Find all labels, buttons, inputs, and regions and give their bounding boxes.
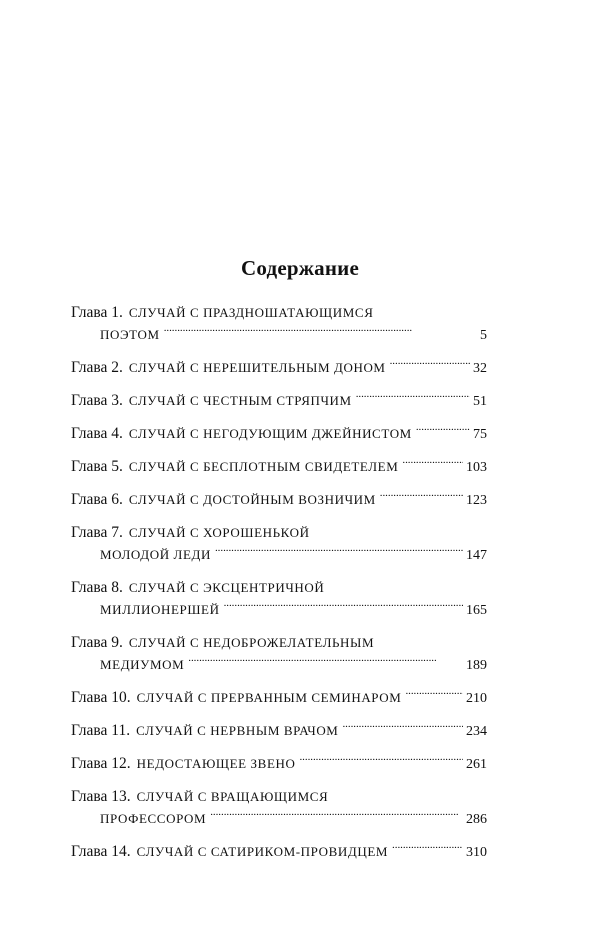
toc-entry-7[interactable]	[71, 522, 487, 567]
chapter-title: СЛУЧАЙ С ЭКСЦЕНТРИЧНОЙ	[128, 580, 325, 595]
chapter-title: СЛУЧАЙ С ХОРОШЕНЬКОЙ	[128, 525, 310, 540]
chapter-title-continued: МОЛОДОЙ ЛЕДИ	[100, 547, 211, 562]
toc-entry-4[interactable]	[71, 423, 487, 446]
page-number: 123	[466, 493, 487, 508]
chapter-number: Глава 7.	[71, 524, 123, 541]
dot-leader	[164, 325, 477, 339]
chapter-title: СЛУЧАЙ С ЧЕСТНЫМ СТРЯПЧИМ	[128, 393, 352, 408]
dot-leader	[224, 600, 463, 614]
toc-heading: Содержание	[241, 256, 359, 280]
chapter-title-continued: МИЛЛИОНЕРШЕЙ	[100, 602, 220, 617]
dot-leader	[299, 754, 463, 768]
toc-entry-13[interactable]	[71, 786, 487, 831]
chapter-number: Глава 2.	[71, 359, 123, 376]
toc-entry-6[interactable]	[71, 489, 487, 512]
toc-entry-2[interactable]	[71, 357, 487, 380]
chapter-title: СЛУЧАЙ С БЕСПЛОТНЫМ СВИДЕТЕЛЕМ	[128, 459, 399, 474]
chapter-number: Глава 3.	[71, 392, 123, 409]
chapter-title-continued: ПОЭТОМ	[100, 327, 160, 342]
dot-leader	[188, 655, 463, 669]
toc-entry-3[interactable]	[71, 390, 487, 413]
toc-entry-5[interactable]	[71, 456, 487, 479]
page-number: 147	[466, 548, 487, 563]
chapter-title: СЛУЧАЙ С НЕДОБРОЖЕЛАТЕЛЬНЫМ	[128, 635, 375, 650]
chapter-number: Глава 11.	[71, 722, 131, 739]
chapter-number: Глава 1.	[71, 304, 123, 321]
chapter-number: Глава 6.	[71, 491, 123, 508]
page-number: 75	[473, 427, 487, 442]
chapter-title: НЕДОСТАЮЩЕЕ ЗВЕНО	[136, 756, 296, 771]
chapter-number: Глава 14.	[71, 843, 131, 860]
chapter-title: СЛУЧАЙ С НЕРВНЫМ ВРАЧОМ	[136, 723, 339, 738]
chapter-title: СЛУЧАЙ С ПРЕРВАННЫМ СЕМИНАРОМ	[136, 690, 402, 705]
page-number: 165	[466, 603, 487, 618]
chapter-number: Глава 12.	[71, 755, 131, 772]
chapter-title-continued: ПРОФЕССОРОМ	[100, 811, 207, 826]
dot-leader	[402, 457, 463, 471]
chapter-number: Глава 8.	[71, 579, 123, 596]
dot-leader	[416, 424, 470, 438]
chapter-title: СЛУЧАЙ С ВРАЩАЮЩИМСЯ	[136, 789, 329, 804]
page-number: 310	[466, 845, 487, 860]
toc-list	[71, 302, 487, 874]
page-number: 5	[480, 328, 487, 343]
page-number: 51	[473, 394, 487, 409]
page-number: 210	[466, 691, 487, 706]
page-number: 103	[466, 460, 487, 475]
page-number: 32	[473, 361, 487, 376]
chapter-title: СЛУЧАЙ С ПРАЗДНОШАТАЮЩИМСЯ	[128, 305, 374, 320]
dot-leader	[390, 358, 470, 372]
chapter-number: Глава 10.	[71, 689, 131, 706]
chapter-title: СЛУЧАЙ С НЕРЕШИТЕЛЬНЫМ ДОНОМ	[128, 360, 386, 375]
chapter-title: СЛУЧАЙ С НЕГОДУЮЩИМ ДЖЕЙНИСТОМ	[128, 426, 412, 441]
toc-entry-8[interactable]	[71, 577, 487, 622]
chapter-number: Глава 13.	[71, 788, 131, 805]
dot-leader	[356, 391, 470, 405]
toc-entry-10[interactable]	[71, 687, 487, 710]
chapter-number: Глава 5.	[71, 458, 123, 475]
dot-leader	[405, 688, 463, 702]
page-number: 261	[466, 757, 487, 772]
chapter-number: Глава 9.	[71, 634, 123, 651]
page-number: 189	[466, 658, 487, 673]
toc-entry-1[interactable]	[71, 302, 487, 347]
toc-entry-14[interactable]	[71, 841, 487, 864]
chapter-title: СЛУЧАЙ С САТИРИКОМ-ПРОВИДЦЕМ	[136, 844, 389, 859]
chapter-title-continued: МЕДИУМОМ	[100, 657, 185, 672]
toc-entry-12[interactable]	[71, 753, 487, 776]
dot-leader	[392, 842, 463, 856]
toc-entry-9[interactable]	[71, 632, 487, 677]
page-number: 286	[466, 812, 487, 827]
toc-entry-11[interactable]	[71, 720, 487, 743]
dot-leader	[210, 809, 463, 823]
page-number: 234	[466, 724, 487, 739]
dot-leader	[342, 721, 463, 735]
chapter-title: СЛУЧАЙ С ДОСТОЙНЫМ ВОЗНИЧИМ	[128, 492, 376, 507]
dot-leader	[380, 490, 463, 504]
chapter-number: Глава 4.	[71, 425, 123, 442]
dot-leader	[215, 545, 463, 559]
